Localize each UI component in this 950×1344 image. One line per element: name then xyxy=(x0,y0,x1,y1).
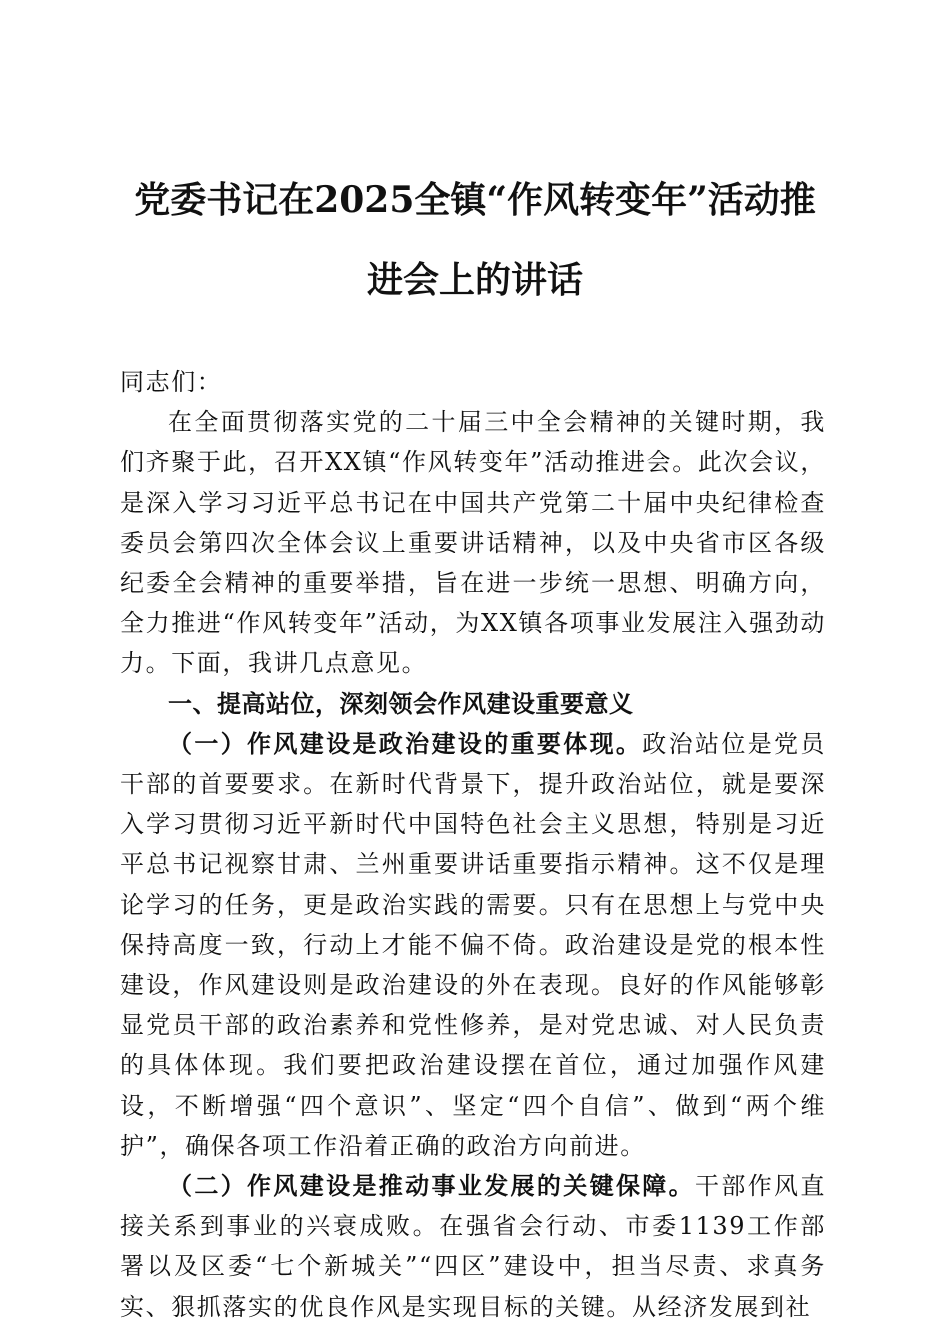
subsection-2-paragraph xyxy=(120,1166,826,1327)
subsection-2-body: 干部作风直接关系到事业的兴衰成败。在强省会行动、市委1139工作部署以及区委“七个新城关”“四区”建设中，担当尽责、求真务实、狠抓落实的优良作风是实现目标的关键。从经济发展到社 xyxy=(120,1172,826,1321)
intro-paragraph: 在全面贯彻落实党的二十届三中全会精神的关键时期，我们齐聚于此，召开XX镇“作风转变年”活动推进会。此次会议，是深入学习习近平总书记在中国共产党第二十届中央纪律检查委员会第四次全体会议上重要讲话精神，以及中央省市区各级纪委全会精神的重要举措，旨在进一步统一思想、明确方向，全力推进“作风转变年”活动，为XX镇各项事业发展注入强劲动力。下面，我讲几点意见。 xyxy=(120,408,826,678)
subsection-1-paragraph xyxy=(120,724,826,1166)
title-line-2: 进会上的讲话 xyxy=(366,259,583,301)
title-line-1: 党委书记在2025全镇“作风转变年”活动推 xyxy=(134,179,816,221)
salutation: 同志们： xyxy=(120,368,223,396)
document-title xyxy=(100,160,850,320)
subsection-2-lead: （二）作风建设是推动事业发展的关键保障。 xyxy=(168,1171,695,1201)
document-body xyxy=(120,362,826,1327)
section-1-heading: 一、提高站位，深刻领会作风建设重要意义 xyxy=(168,689,634,718)
subsection-1-body: 政治站位是党员干部的首要要求。在新时代背景下，提升政治站位，就是要深入学习贯彻习近平新时代中国特色社会主义思想，特别是习近平总书记视察甘肃、兰州重要讲话重要指示精神。这不仅是理论学习的任务，更是政治实践的需要。只有在思想上与党中央保持高度一致，行动上才能不偏不倚。政治建设是党的根本性建设，作风建设则是政治建设的外在表现。良好的作风能够彰显党员干部的政治素养和党性修养，是对党忠诚、对人民负责的具体体现。我们要把政治建设摆在首位，通过加强作风建设，不断增强“四个意识”、坚定“四个自信”、做到“两个维护”，确保各项工作沿着正确的政治方向前进。 xyxy=(120,729,826,1160)
subsection-1-lead: （一）作风建设是政治建设的重要体现。 xyxy=(168,728,643,758)
